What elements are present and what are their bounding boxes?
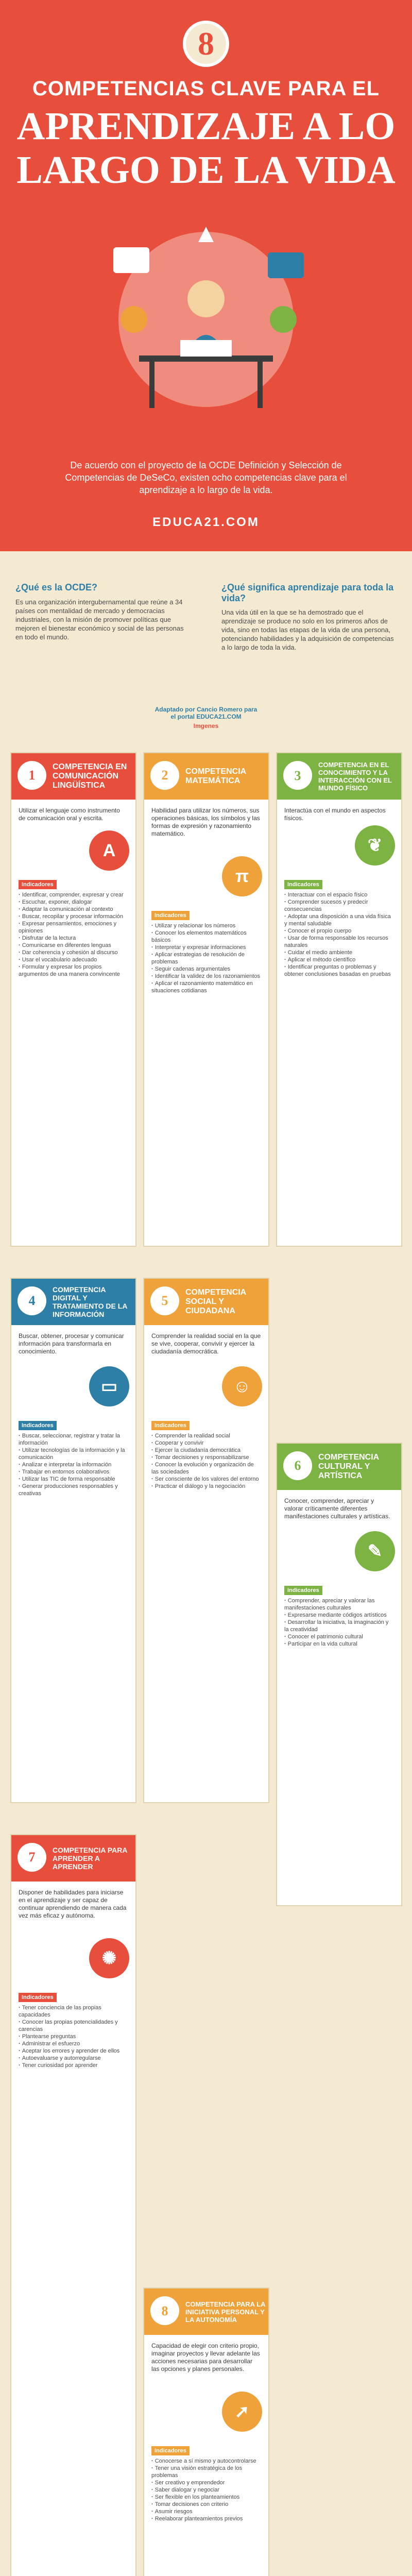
competencia-tag-4: Indicadores (19, 1421, 57, 1430)
list-item: · Usar de forma responsable los recursos naturales (284, 935, 394, 949)
list-item: · Conocer el patrimonio cultural (284, 1633, 394, 1640)
list-item: · Participar en la vida cultural (284, 1640, 394, 1648)
competencia-def-7: Disponer de habilidades para iniciarse en el aprendizaje y ser capaz de continuar aprendiendo de manera cada vez más eficaz y autónoma. (19, 1889, 127, 1919)
competencia-body-8 (151, 2443, 261, 2522)
competencia-header-2 (144, 753, 268, 800)
list-item: · Conocer los elementos matemáticos básicos (151, 929, 261, 944)
list-item: · Saber dialogar y negociar (151, 2486, 261, 2494)
list-item: · Ser consciente de los valores del entorno (151, 1476, 261, 1483)
list-item: · Administrar el esfuerzo (19, 2040, 128, 2047)
list-item: · Analizar e interpretar la información (19, 1461, 128, 1468)
ocde-question: ¿Qué es la OCDE? (15, 582, 98, 592)
competencia-body-6 (284, 1583, 394, 1648)
header-illustration (21, 201, 391, 428)
competencia-header-7 (11, 1835, 135, 1882)
title-line1: COMPETENCIAS CLAVE PARA EL (32, 77, 380, 100)
list-item: · Interpretar y expresar informaciones (151, 944, 261, 951)
competencia-card-8 (143, 2287, 269, 2576)
competencia-body-7 (19, 1990, 128, 2069)
list-item: · Identificar, comprender, expresar y crear (19, 891, 128, 899)
competencia-tag-2: Indicadores (151, 911, 190, 920)
competencia-tag-1: Indicadores (19, 880, 57, 889)
competencia-card-5 (143, 1278, 269, 1803)
competencia-header-1 (11, 753, 135, 800)
competencia-tag-7: Indicadores (19, 1993, 57, 2002)
competencia-number-7: 7 (18, 1843, 46, 1872)
list-item: · Aplicar el método científico (284, 956, 394, 963)
monitor-icon (268, 252, 304, 278)
list-item: · Tomar decisiones y responsabilizarse (151, 1454, 261, 1461)
adapted-text: Adaptado por Cancio Romero para el portal EDUCA21.COM (154, 706, 258, 720)
competencia-card-7 (10, 1834, 136, 2576)
competencia-card-3 (276, 752, 402, 1247)
list-item: · Comunicarse en diferentes lenguas (19, 942, 128, 949)
intro-text: De acuerdo con el proyecto de la OCDE Definición y Selección de Competencias de DeSeCo, existen ocho competencias clave para el aprendizaje a lo largo de la vida. (65, 460, 347, 495)
list-item: · Conocer las propias potencialidades y carencias (19, 2019, 128, 2033)
competencia-title-2: COMPETENCIA MATEMÁTICA (185, 767, 246, 785)
list-item: · Utilizar las TIC de forma responsable (19, 1476, 128, 1483)
title-line3: LARGO DE LA VIDA (16, 148, 396, 192)
book-icon (113, 247, 149, 273)
competencia-def-4: Buscar, obtener, procesar y comunicar información para transformarla en conocimiento. (19, 1332, 124, 1355)
competencia-tag-3: Indicadores (284, 880, 322, 889)
abc-icon: A (89, 831, 129, 871)
number-badge (183, 21, 229, 67)
competencia-number-1: 1 (18, 761, 46, 790)
competencia-def-5: Comprender la realidad social en la que se vive, cooperar, convivir y ejercer la ciudadanía democrática. (151, 1332, 261, 1355)
title-line2: APRENDIZAJE A LO (16, 105, 396, 148)
competencia-number-6: 6 (283, 1451, 312, 1480)
list-item: · Adoptar una disposición a una vida física y mental saludable (284, 913, 394, 927)
competencia-header-5 (144, 1279, 268, 1325)
competencia-def-2: Habilidad para utilizar los números, sus operaciones básicas, los símbolos y las formas de expresión y razonamiento matemático. (151, 807, 260, 837)
competencia-body-2 (151, 908, 261, 994)
competencia-def-3: Interactúa con el mundo en aspectos físicos. (284, 807, 386, 822)
competencia-body-4 (19, 1418, 128, 1497)
competencia-title-4: COMPETENCIA DIGITAL Y TRATAMIENTO DE LA INFORMACIÓN (53, 1285, 127, 1318)
list-item: · Identificar preguntas o problemas y obtener conclusiones basadas en pruebas (284, 963, 394, 978)
bulb-icon: ✺ (89, 1938, 129, 1978)
competencia-def-1: Utilizar el lenguaje como instrumento de comunicación oral y escrita. (19, 807, 120, 822)
competencia-header-6 (277, 1444, 401, 1490)
competencia-body-3 (284, 877, 394, 978)
list-item: · Formular y expresar los propios argumentos de una manera convincente (19, 963, 128, 978)
competencia-title-6: COMPETENCIA CULTURAL Y ARTÍSTICA (318, 1453, 379, 1480)
competencia-number-3: 3 (283, 761, 312, 790)
ocde-text: Es una organización intergubernamental que reúne a 34 países con mentalidad de mercado y democracias industriales, con la misión de promover políticas que mejoren el bienestar económico y social de las personas en todo el mundo. (15, 598, 184, 641)
adapted-tag: Imgenes (193, 722, 219, 730)
list-item: · Comprender sucesos y predecir consecuencias (284, 899, 394, 913)
competencia-body-1 (19, 877, 128, 978)
list-item: · Autoevaluarse y autorregularse (19, 2055, 128, 2062)
competencia-tag-8: Indicadores (151, 2446, 190, 2455)
list-item: · Seguir cadenas argumentales (151, 965, 261, 973)
competencia-def-8: Capacidad de elegir con criterio propio, imaginar proyectos y llevar adelante las acciones necesarias para desarrollar las opciones y planes personales. (151, 2342, 260, 2372)
competencia-number-2: 2 (150, 761, 179, 790)
leaf-icon: ❦ (355, 825, 395, 866)
competencia-number-4: 4 (18, 1286, 46, 1315)
list-item: · Disfrutar de la lectura (19, 935, 128, 942)
competencia-header-3 (277, 753, 401, 800)
adapted-note (154, 706, 258, 730)
competencia-card-2 (143, 752, 269, 1247)
competencia-card-4 (10, 1278, 136, 1803)
list-item: · Buscar, recopilar y procesar información (19, 913, 128, 920)
list-item: · Dar coherencia y cohesión al discurso (19, 949, 128, 956)
list-item: · Utilizar y relacionar los números (151, 922, 261, 929)
list-item: · Conocer el propio cuerpo (284, 927, 394, 935)
list-item: · Identificar la validez de los razonamientos (151, 973, 261, 980)
list-item: · Interactuar con el espacio físico (284, 891, 394, 899)
pi-icon: π (222, 856, 262, 896)
list-item: · Comprender, apreciar y valorar las manifestaciones culturales (284, 1597, 394, 1612)
lifelong-text: Una vida útil en la que se ha demostrado que el aprendizaje se produce no solo en los primeros años de vida, sino en todas las etapas de la vida de una persona, potenciando habilidades y la adquisición de competencias a lo largo de toda la vida. (221, 608, 394, 651)
person-icon (187, 280, 225, 317)
list-item: · Conocerse a sí mismo y autocontrolarse (151, 2458, 261, 2465)
competencia-card-6 (276, 1443, 402, 1906)
competencia-title-1: COMPETENCIA EN COMUNICACIÓN LINGÜÍSTICA (53, 762, 127, 790)
list-item: · Usar el vocabulario adecuado (19, 956, 128, 963)
competencia-header-8 (144, 2289, 268, 2335)
list-item: · Comprender la realidad social (151, 1432, 261, 1439)
list-item: · Tener una visión estratégica de los problemas (151, 2465, 261, 2479)
people-icon: ☺ (222, 1366, 262, 1406)
list-item: · Utilizar tecnologías de la información y la comunicación (19, 1447, 128, 1461)
list-item: · Practicar el diálogo y la negociación (151, 1483, 261, 1490)
list-item: · Buscar, seleccionar, registrar y tratar la información (19, 1432, 128, 1447)
list-item: · Desarrollar la iniciativa, la imaginación y la creatividad (284, 1619, 394, 1633)
list-item: · Escuchar, exponer, dialogar (19, 899, 128, 906)
badge-number: 8 (198, 25, 214, 62)
globe-icon (270, 306, 297, 333)
list-item: · Cuidar el medio ambiente (284, 949, 394, 956)
intro-columns (0, 551, 412, 742)
lifelong-question: ¿Qué significa aprendizaje para toda la vida? (221, 582, 394, 603)
site-name: EDUCA21.COM (152, 515, 260, 529)
list-item: · Aplicar estrategias de resolución de problemas (151, 951, 261, 965)
competencia-title-5: COMPETENCIA SOCIAL Y CIUDADANA (185, 1288, 246, 1315)
list-item: · Asumir riesgos (151, 2508, 261, 2515)
list-item: · Adaptar la comunicación al contexto (19, 906, 128, 913)
list-item: · Ser creativo y emprendedor (151, 2479, 261, 2486)
palette-icon: ✎ (355, 1531, 395, 1571)
competencia-number-5: 5 (150, 1286, 179, 1315)
list-item: · Aplicar el razonamiento matemático en situaciones cotidianas (151, 980, 261, 994)
competencia-def-6: Conocer, comprender, apreciar y valorar críticamente diferentes manifestaciones culturales y artísticas. (284, 1497, 390, 1520)
competencia-title-7: COMPETENCIA PARA APRENDER A APRENDER (53, 1846, 127, 1871)
list-item: · Expresar pensamientos, emociones y opiniones (19, 920, 128, 935)
list-item: · Tener curiosidad por aprender (19, 2062, 128, 2069)
list-item: · Ser flexible en los planteamientos (151, 2494, 261, 2501)
list-item: · Ejercer la ciudadanía democrática (151, 1447, 261, 1454)
list-item: · Conocer la evolución y organización de las sociedades (151, 1461, 261, 1476)
list-item: · Trabajar en entornos colaborativos (19, 1468, 128, 1476)
competencia-tag-5: Indicadores (151, 1421, 190, 1430)
competencia-title-3: COMPETENCIA EN EL CONOCIMIENTO Y LA INTERACCIÓN CON EL MUNDO FÍSICO (318, 761, 392, 792)
rocket-icon: ➚ (222, 2392, 262, 2432)
header (0, 0, 412, 551)
list-item: · Tomar decisiones con criterio (151, 2501, 261, 2508)
computer-icon: ▭ (89, 1366, 129, 1406)
competencia-title-8: COMPETENCIA PARA LA INICIATIVA PERSONAL Y LA AUTONOMÍA (185, 2300, 266, 2324)
list-item: · Plantearse preguntas (19, 2033, 128, 2040)
list-item: · Tener conciencia de las propias capacidades (19, 2004, 128, 2019)
list-item: · Expresarse mediante códigos artísticos (284, 1612, 394, 1619)
competencia-card-1 (10, 752, 136, 1247)
gear-icon (121, 306, 147, 333)
competencia-body-5 (151, 1418, 261, 1490)
competencia-header-4 (11, 1279, 135, 1325)
competencia-number-8: 8 (150, 2296, 179, 2325)
list-item: · Aceptar los errores y aprender de ellos (19, 2047, 128, 2055)
competencia-tag-6: Indicadores (284, 1586, 322, 1595)
list-item: · Reelaborar planteamientos previos (151, 2515, 261, 2522)
list-item: · Generar producciones responsables y creativas (19, 1483, 128, 1497)
list-item: · Cooperar y convivir (151, 1439, 261, 1447)
